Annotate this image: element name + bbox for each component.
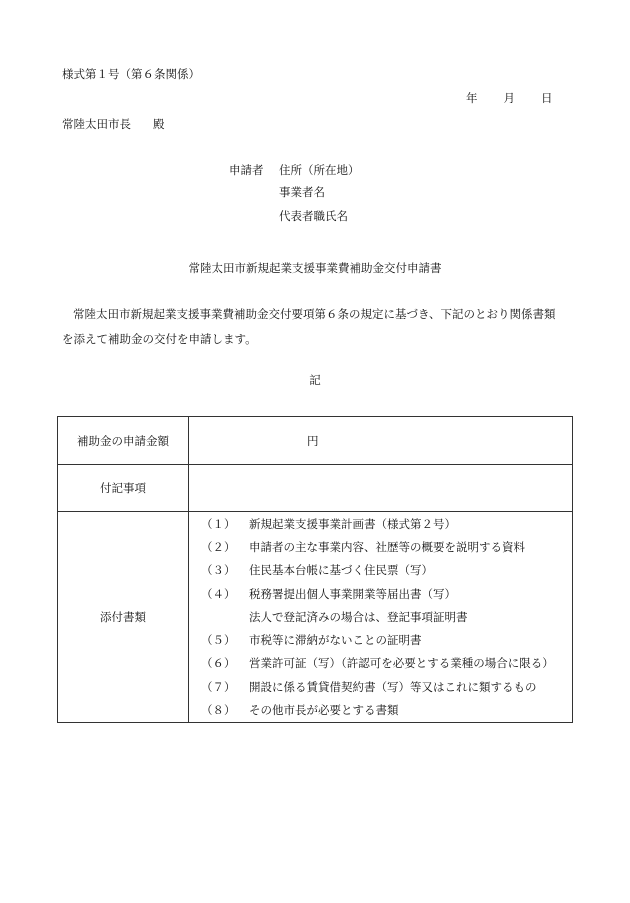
list-item-text: その他市長が必要とする書類 [249,703,399,718]
notes-label: 付記事項 [58,465,189,512]
list-item [189,628,572,651]
list-item-number: （２） [201,539,236,554]
list-item-text: 新規起業支援事業計画書（様式第２号） [249,516,456,531]
applicant-label: 申請者 [229,163,264,177]
addressee-name: 常陸太田市長 [62,117,131,131]
application-table [57,416,573,723]
list-item-text: 営業許可証（写）（許認可を必要とする業種の場合に限る） [249,656,554,671]
body-paragraph: 常陸太田市新規起業支援事業費補助金交付要項第６条の規定に基づき、下記のとおり関係書類を添えて補助金の交付を申請します。 [62,307,556,346]
notes-field[interactable] [189,465,573,512]
addressee [62,117,165,131]
list-item-text: 市税等に滞納がないことの証明書 [249,633,422,648]
date-year-label: 年 [466,91,478,105]
applicant-address-label: 住所（所在地） [279,163,360,177]
list-item-number: （７） [201,679,236,694]
list-item [189,512,572,535]
list-item [189,605,572,628]
date-month-label: 月 [503,91,515,105]
list-item [189,535,572,558]
notes-row [58,465,573,512]
list-item [189,675,572,698]
list-item-text: 住民基本台帳に基づく住民票（写） [249,563,433,578]
list-item-text: 法人で登記済みの場合は、登記事項証明書 [249,609,468,624]
yen-unit: 円 [307,433,319,448]
date-day-label: 日 [541,91,553,105]
addressee-honorific: 殿 [153,117,165,131]
list-item-text: 税務署提出個人事業開業等届出書（写） [249,586,456,601]
list-item-text: 開設に係る賃貸借契約書（写）等又はこれに類するもの [249,679,537,694]
list-item [189,559,572,582]
attachments-row [58,512,573,723]
list-item-number: （３） [201,563,236,578]
list-item-number: （１） [201,516,236,531]
attachments-label: 添付書類 [58,512,189,723]
date-line [466,91,553,105]
list-item-number: （５） [201,633,236,648]
amount-row [58,417,573,465]
list-item [189,652,572,675]
list-item-number: （６） [201,656,236,671]
document-title: 常陸太田市新規起業支援事業費補助金交付申請書 [188,261,442,275]
attachments-list [189,512,573,723]
list-item-text: 申請者の主な事業内容、社歴等の概要を説明する資料 [249,539,525,554]
ki-heading: 記 [309,373,321,387]
applicant-business-name-label: 事業者名 [279,185,325,199]
amount-field[interactable] [189,417,573,465]
list-item-number: （４） [201,586,236,601]
list-item [189,582,572,605]
applicant-representative-label: 代表者職氏名 [279,209,348,223]
form-number: 様式第１号（第６条関係） [62,67,200,81]
list-item-number: （８） [201,703,236,718]
list-item [189,698,572,721]
amount-label: 補助金の申請金額 [58,417,189,465]
